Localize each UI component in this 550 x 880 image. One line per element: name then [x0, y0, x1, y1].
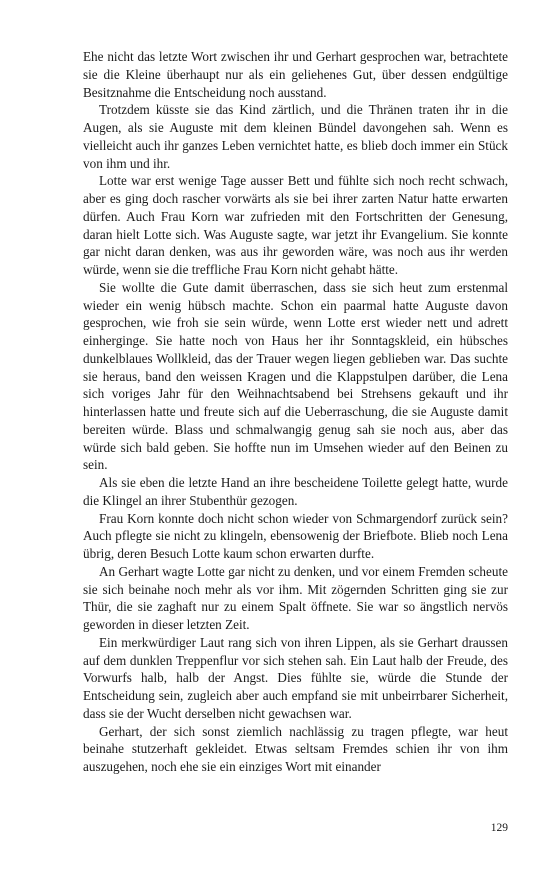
book-page-text — [83, 48, 508, 808]
paragraph: Gerhart, der sich sonst ziemlich nachlässig zu tragen pflegte, war heut beinahe stutzerhaft gekleidet. Etwas seltsam Fremdes schien ihr von ihm auszugehen, noch ehe sie ein einziges Wort mit einander — [83, 723, 508, 774]
paragraph: Ehe nicht das letzte Wort zwischen ihr und Gerhart gesprochen war, betrachtete sie die Kleine überhaupt nur als ein geliehenes Gut, über dessen endgültige Besitznahme die Entscheidung noch ausstand. — [83, 49, 508, 100]
paragraph: Frau Korn konnte doch nicht schon wieder von Schmargendorf zurück sein? Auch pflegte sie nicht zu klingeln, ebensowenig der Briefbote. Blieb noch Lena übrig, deren Besuch Lotte kaum schon erwarten durfte. — [83, 510, 508, 561]
paragraph: Ein merkwürdiger Laut rang sich von ihren Lippen, als sie Gerhart draussen auf dem dunklen Treppenflur vor sich stehen sah. Ein Laut halb der Freude, des Vorwurfs halb, halb der Angst. Dies fühlte sie, würde die Stunde der Entscheidung sein, zugleich aber auch empfand sie mit unbeirrbarer Sicherheit, dass sie der Wucht derselben nicht gewachsen war. — [83, 634, 508, 721]
paragraph: An Gerhart wagte Lotte gar nicht zu denken, und vor einem Fremden scheute sie sich beinahe noch mehr als vor ihm. Mit zögernden Schritten ging sie zur Thür, die sie zaghaft nur zu einem Spalt öffnete. Sie war so ängstlich nervös geworden in dieser letzten Zeit. — [83, 563, 508, 632]
paragraph: Sie wollte die Gute damit überraschen, dass sie sich heut zum erstenmal wieder ein wenig hübsch machte. Schon ein paarmal hatte Auguste davon gesprochen, wie froh sie sein würde, wenn Lotte erst wieder nett und adrett einherginge. Sie hatte noch von Haus her ihr Sonntagskleid, ein hübsches dunkelblaues Wollkleid, das der Trauer wegen liegen geblieben war. Das suchte sie heraus, band den weissen Kragen und die Klappstulpen darüber, die Lena sich voriges Jahr für den Weihnachtsabend bei Strehsens gekauft und ihr hinterlassen hatte und freute sich auf die Ueberraschung, die sie Auguste damit bereiten würde. Blass und schmalwangig genug sah sie noch aus, aber das würde sich bald geben. Sie hoffte nun im Umsehen wieder auf den Beinen zu sein. — [83, 279, 508, 473]
paragraph: Lotte war erst wenige Tage ausser Bett und fühlte sich noch recht schwach, aber es ging doch rascher vorwärts als sie bei ihrer zarten Natur hatte erwarten dürfen. Auch Frau Korn war zufrieden mit den Fortschritten der Genesung, daran hielt Lotte sich. Was Auguste sagte, war jetzt ihr Evangelium. Sie konnte gar nicht daran denken, was aus ihr geworden wäre, was noch aus ihr werden würde, wenn sie die treffliche Frau Korn nicht gehabt hätte. — [83, 173, 508, 277]
page-number: 129 — [490, 822, 508, 834]
paragraph: Trotzdem küsste sie das Kind zärtlich, und die Thränen traten ihr in die Augen, als sie Auguste mit dem kleinen Bündel davongehen sah. Wenn es vielleicht auch ihr ganzes Leben vernichtet hatte, es blieb doch immer ein Stück von ihm und ihr. — [83, 102, 508, 171]
paragraph: Als sie eben die letzte Hand an ihre bescheidene Toilette gelegt hatte, wurde die Klingel an ihrer Stubenthür gezogen. — [83, 475, 508, 508]
